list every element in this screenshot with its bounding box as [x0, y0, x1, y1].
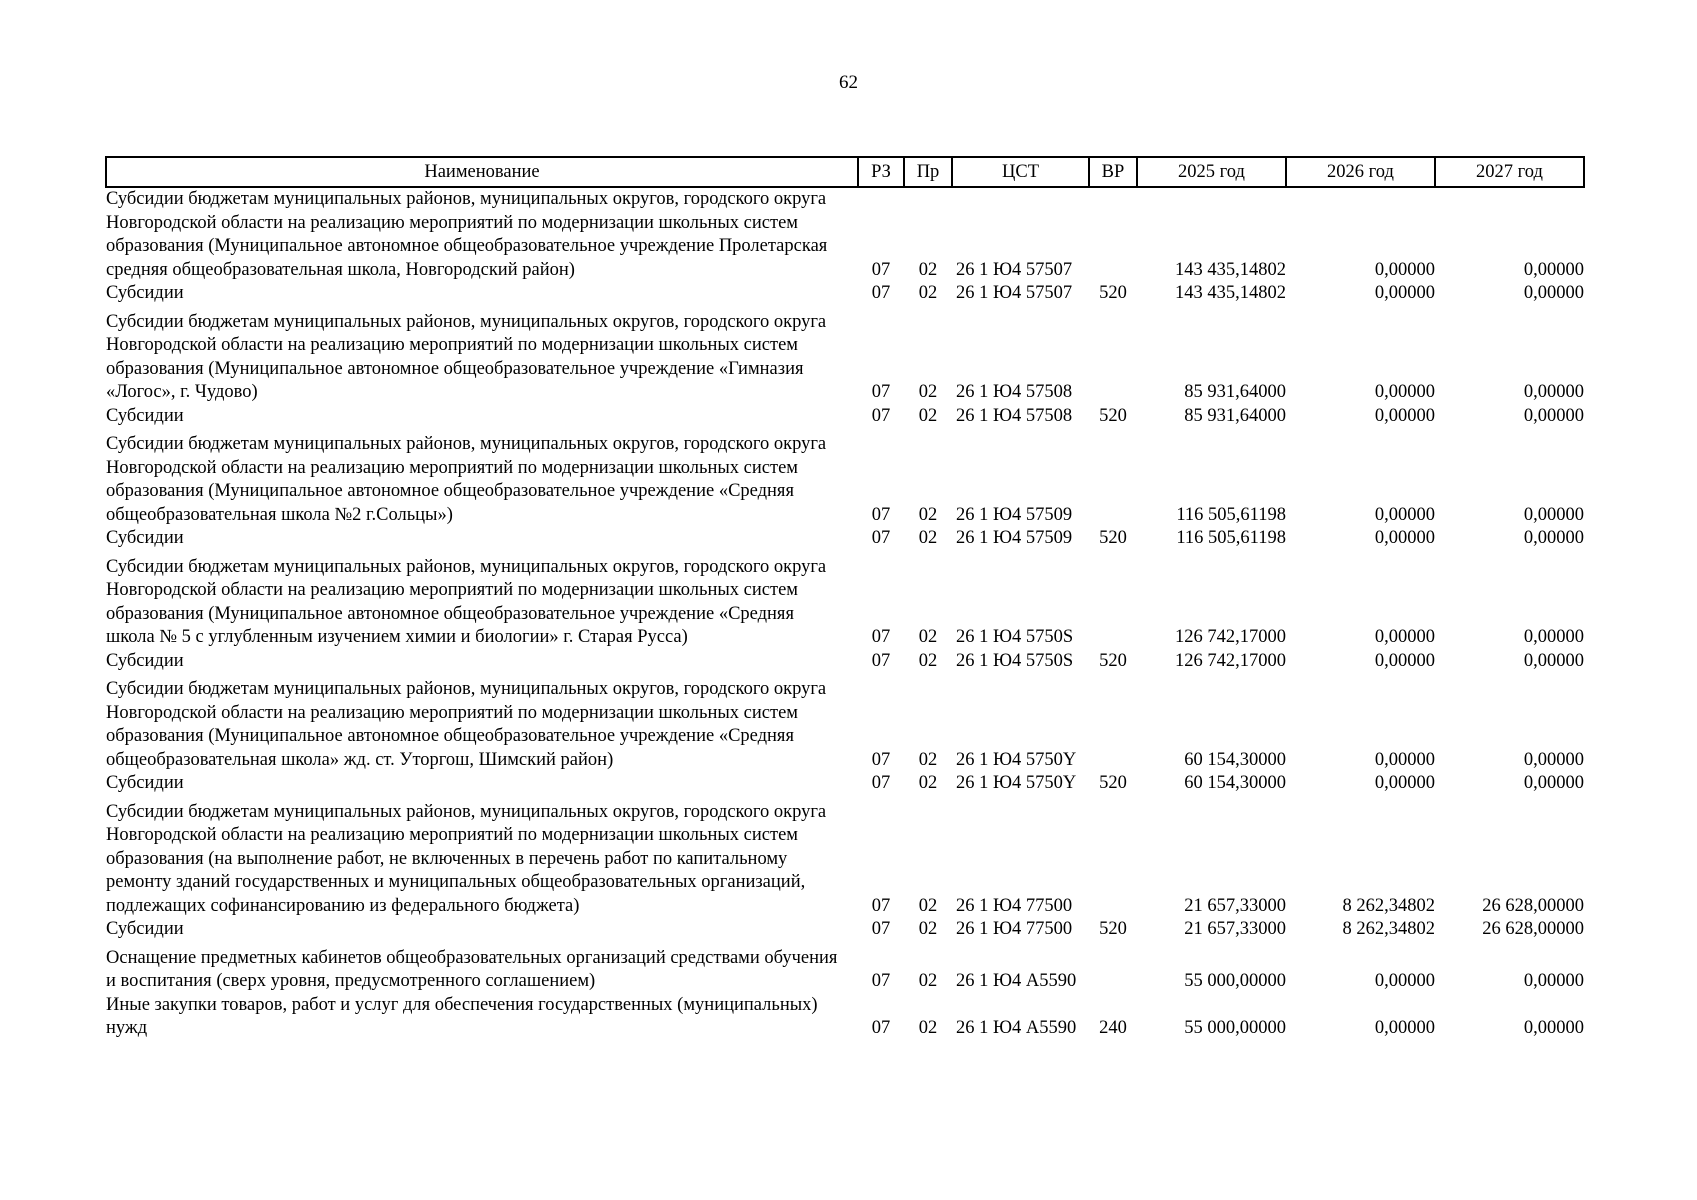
- table-row: [106, 947, 1584, 994]
- cell-rz: 07: [871, 919, 891, 939]
- cell-vr: 520: [1099, 283, 1127, 303]
- cell-vr: 520: [1099, 528, 1127, 548]
- cell-name: Субсидии бюджетам муниципальных районов, муниципальных округов, городского округа Новгородской области на реализацию мероприятий по модернизации школьных систем образования (Муниципальное автономное общеобразовательное учреждение Пролетарская средняя общеобразовательная школа, Новгородский район): [106, 189, 828, 280]
- cell-cst: 26 1 Ю4 А5590: [956, 1018, 1077, 1038]
- cell-2025: 143 435,14802: [1175, 283, 1286, 303]
- table-row: [106, 801, 1584, 919]
- cell-rz: 07: [871, 971, 891, 991]
- cell-cst: 26 1 Ю4 57508: [956, 382, 1073, 402]
- cell-2027: 0,00000: [1523, 971, 1584, 991]
- cell-pr: 02: [918, 749, 938, 770]
- cell-2025: 60 154,30000: [1184, 773, 1286, 793]
- header-name: Наименование: [106, 157, 858, 187]
- cell-2026: 0,00000: [1374, 405, 1435, 426]
- table-row: [106, 405, 1584, 434]
- cell-rz: 07: [871, 405, 891, 426]
- cell-name: Субсидии бюджетам муниципальных районов, муниципальных округов, городского округа Новгородской области на реализацию мероприятий по модернизации школьных систем образования (на выполнение работ, не включенных в перечень работ по капитальному ремонту зданий государственных и муниципальных общеобразовательных организаций, подлежащих софинансированию из федерального бюджета): [106, 801, 827, 916]
- cell-2025: 116 505,61198: [1176, 528, 1286, 548]
- cell-2025: 116 505,61198: [1176, 504, 1286, 525]
- cell-pr: 02: [918, 895, 938, 916]
- header-cst: ЦСТ: [952, 157, 1089, 187]
- cell-vr: [1089, 187, 1137, 282]
- cell-rz: 07: [871, 283, 891, 303]
- cell-2026: 0,00000: [1374, 971, 1435, 991]
- cell-2025: 126 742,17000: [1175, 650, 1286, 671]
- cell-2026: 0,00000: [1374, 749, 1435, 770]
- cell-rz: 07: [871, 895, 891, 916]
- cell-cst: 26 1 Ю4 57507: [956, 283, 1073, 303]
- cell-cst: 26 1 Ю4 57509: [956, 528, 1073, 548]
- cell-2027: 26 628,00000: [1482, 895, 1584, 916]
- cell-2025: 21 657,33000: [1184, 919, 1286, 939]
- cell-pr: 02: [918, 528, 938, 548]
- cell-2025: 85 931,64000: [1184, 405, 1286, 426]
- cell-cst: 26 1 Ю4 5750S: [956, 650, 1074, 671]
- cell-2025: 85 931,64000: [1184, 382, 1286, 402]
- header-pr: Пр: [904, 157, 952, 187]
- cell-2026: 0,00000: [1374, 283, 1435, 303]
- cell-2026: 8 262,34802: [1342, 919, 1435, 939]
- cell-2025: 55 000,00000: [1184, 1018, 1286, 1038]
- header-row: [106, 157, 1584, 187]
- cell-vr: 520: [1099, 919, 1127, 939]
- cell-2026: 0,00000: [1374, 528, 1435, 548]
- cell-2027: 26 628,00000: [1482, 919, 1584, 939]
- cell-2027: 0,00000: [1523, 773, 1584, 793]
- cell-2025: 55 000,00000: [1184, 971, 1286, 991]
- cell-2027: 0,00000: [1523, 627, 1584, 647]
- budget-table: [105, 156, 1585, 1046]
- cell-cst: 26 1 Ю4 57508: [956, 405, 1073, 426]
- header-vr: ВР: [1089, 157, 1137, 187]
- cell-cst: 26 1 Ю4 5750Y: [956, 749, 1077, 770]
- table-row: [106, 527, 1584, 556]
- cell-2027: 0,00000: [1523, 283, 1584, 303]
- cell-pr: 02: [918, 919, 938, 939]
- cell-2026: 0,00000: [1374, 627, 1435, 647]
- cell-rz: 07: [871, 749, 891, 770]
- cell-2025: 143 435,14802: [1175, 259, 1286, 280]
- cell-2027: 0,00000: [1523, 749, 1584, 770]
- cell-2026: 0,00000: [1374, 259, 1435, 280]
- cell-name: Субсидии: [106, 919, 184, 939]
- cell-2027: 0,00000: [1523, 405, 1584, 426]
- cell-2026: 0,00000: [1374, 650, 1435, 671]
- header-rz: РЗ: [858, 157, 904, 187]
- table-row: [106, 311, 1584, 405]
- cell-name: Субсидии: [106, 773, 184, 793]
- cell-rz: 07: [871, 627, 891, 647]
- cell-pr: 02: [918, 504, 938, 525]
- table-row: [106, 678, 1584, 772]
- table-row: [106, 433, 1584, 527]
- cell-pr: 02: [918, 773, 938, 793]
- cell-vr: 520: [1099, 405, 1127, 426]
- cell-vr: 240: [1099, 1018, 1127, 1038]
- cell-2025: 126 742,17000: [1175, 627, 1286, 647]
- cell-2027: 0,00000: [1523, 259, 1584, 280]
- table-row: [106, 994, 1584, 1046]
- cell-cst: 26 1 Ю4 5750Y: [956, 773, 1077, 793]
- cell-pr: 02: [918, 971, 938, 991]
- cell-cst: 26 1 Ю4 77500: [956, 895, 1073, 916]
- cell-rz: 07: [871, 504, 891, 525]
- cell-2026: 8 262,34802: [1342, 895, 1435, 916]
- cell-vr: [1089, 801, 1137, 919]
- cell-rz: 07: [871, 773, 891, 793]
- cell-cst: 26 1 Ю4 5750S: [956, 627, 1074, 647]
- cell-2027: 0,00000: [1523, 528, 1584, 548]
- cell-vr: [1089, 433, 1137, 527]
- cell-2027: 0,00000: [1523, 504, 1584, 525]
- cell-2025: 21 657,33000: [1184, 895, 1286, 916]
- cell-vr: 520: [1099, 773, 1127, 793]
- cell-pr: 02: [918, 259, 938, 280]
- cell-2026: 0,00000: [1374, 773, 1435, 793]
- cell-cst: 26 1 Ю4 77500: [956, 919, 1073, 939]
- cell-2027: 0,00000: [1523, 1018, 1584, 1038]
- cell-pr: 02: [918, 382, 938, 402]
- cell-pr: 02: [918, 627, 938, 647]
- table-row: [106, 556, 1584, 650]
- cell-name: Субсидии бюджетам муниципальных районов, муниципальных округов, городского округа Новгородской области на реализацию мероприятий по модернизации школьных систем образования (Муниципальное автономное общеобразовательное учреждение «Средняя общеобразовательная школа №2 г.Сольцы»): [106, 434, 827, 525]
- cell-name: Субсидии бюджетам муниципальных районов, муниципальных округов, городского округа Новгородской области на реализацию мероприятий по модернизации школьных систем образования (Муниципальное автономное общеобразовательное учреждение «Средняя школа № 5 с углубленным изучением химии и биологии» г. Старая Русса): [106, 556, 827, 647]
- header-2026: 2026 год: [1286, 157, 1435, 187]
- cell-cst: 26 1 Ю4 А5590: [956, 971, 1077, 991]
- cell-vr: [1089, 311, 1137, 405]
- cell-rz: 07: [871, 528, 891, 548]
- page-number: 62: [839, 72, 858, 93]
- cell-2026: 0,00000: [1374, 382, 1435, 402]
- table-body: [106, 187, 1584, 1046]
- cell-rz: 07: [871, 1018, 891, 1038]
- cell-2027: 0,00000: [1523, 382, 1584, 402]
- cell-name: Субсидии: [106, 650, 184, 671]
- header-2025: 2025 год: [1137, 157, 1286, 187]
- cell-name: Субсидии бюджетам муниципальных районов, муниципальных округов, городского округа Новгородской области на реализацию мероприятий по модернизации школьных систем образования (Муниципальное автономное общеобразовательное учреждение «Гимназия «Логос», г. Чудово): [106, 311, 827, 402]
- cell-2027: 0,00000: [1523, 650, 1584, 671]
- cell-name: Субсидии бюджетам муниципальных районов, муниципальных округов, городского округа Новгородской области на реализацию мероприятий по модернизации школьных систем образования (Муниципальное автономное общеобразовательное учреждение «Средняя общеобразовательная школа» жд. ст. Уторгош, Шимский район): [106, 679, 827, 770]
- cell-cst: 26 1 Ю4 57507: [956, 259, 1073, 280]
- table-row: [106, 282, 1584, 311]
- table-row: [106, 650, 1584, 679]
- cell-cst: 26 1 Ю4 57509: [956, 504, 1073, 525]
- cell-vr: 520: [1099, 650, 1127, 671]
- cell-vr: [1089, 947, 1137, 994]
- cell-name: Субсидии: [106, 528, 184, 548]
- cell-pr: 02: [918, 1018, 938, 1038]
- cell-rz: 07: [871, 259, 891, 280]
- cell-rz: 07: [871, 650, 891, 671]
- cell-pr: 02: [918, 650, 938, 671]
- cell-name: Оснащение предметных кабинетов общеобразовательных организаций средствами обучения и воспитания (сверх уровня, предусмотренного соглашением): [106, 947, 838, 991]
- cell-2026: 0,00000: [1374, 504, 1435, 525]
- cell-rz: 07: [871, 382, 891, 402]
- cell-name: Субсидии: [106, 405, 184, 426]
- cell-vr: [1089, 556, 1137, 650]
- cell-pr: 02: [918, 283, 938, 303]
- header-2027: 2027 год: [1435, 157, 1584, 187]
- cell-pr: 02: [918, 405, 938, 426]
- cell-2025: 60 154,30000: [1184, 749, 1286, 770]
- cell-name: Субсидии: [106, 283, 184, 303]
- cell-vr: [1089, 678, 1137, 772]
- cell-2026: 0,00000: [1374, 1018, 1435, 1038]
- cell-name: Иные закупки товаров, работ и услуг для обеспечения государственных (муниципальных) нужд: [106, 994, 818, 1038]
- table-row: [106, 187, 1584, 282]
- table-row: [106, 918, 1584, 947]
- table-row: [106, 772, 1584, 801]
